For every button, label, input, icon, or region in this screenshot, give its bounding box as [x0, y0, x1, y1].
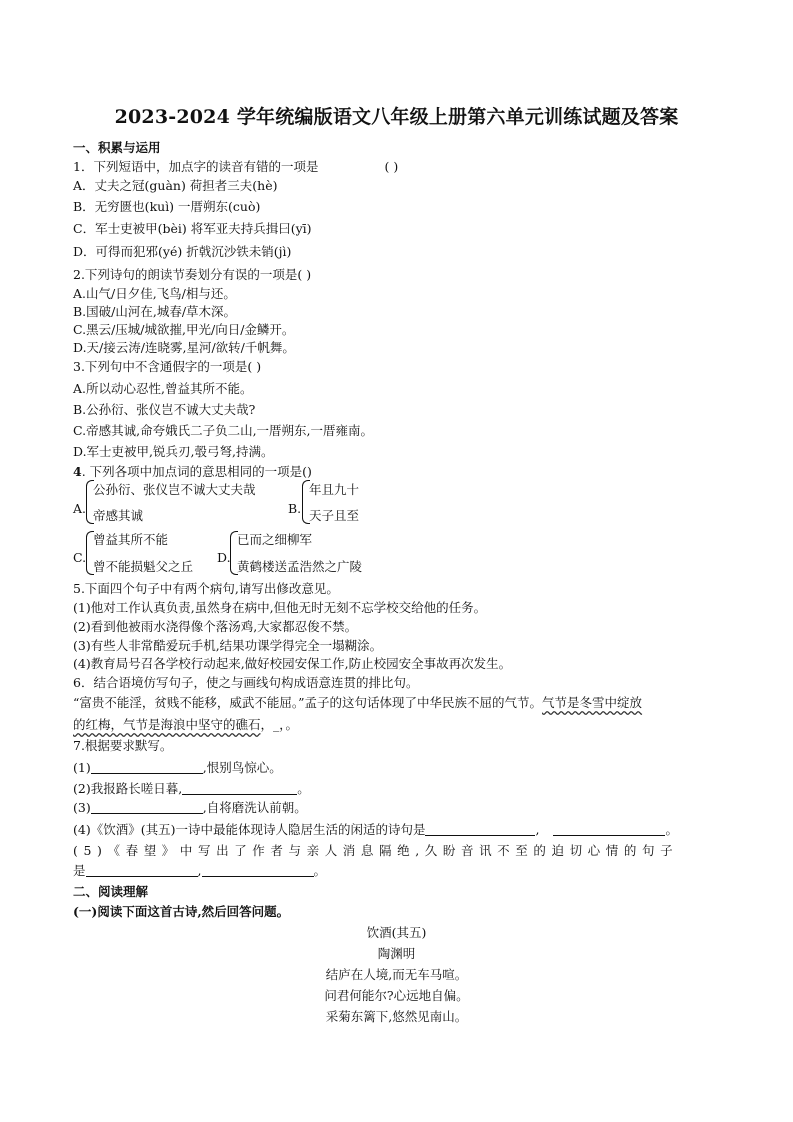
q4-stem: 4. 下列各项中加点词的意思相同的一项是(): [73, 464, 312, 479]
q4-d-line2: 黄鹤楼送孟浩然之广陵: [237, 559, 363, 574]
q2-option-a: A.山气/日夕佳,飞鸟/相与还。: [73, 286, 236, 301]
poem-line-3: 采菊东篱下,悠然见南山。: [325, 1009, 468, 1024]
q4-label-d: D.: [217, 550, 231, 565]
q4-d-line1: 已而之细柳军: [237, 532, 313, 547]
q4-a-line2: 帝感其诚: [93, 508, 144, 523]
q1-option-d: D．可得而犯邪(yé) 折戟沉沙铁未销(jì): [73, 244, 292, 259]
q4-b-line1: 年且九十: [309, 482, 360, 497]
answer-blank[interactable]: [182, 781, 297, 795]
q7-item-1: (1) ,恨别鸟惊心。: [73, 760, 282, 775]
q7-item-4: (4)《饮酒》(其五)一诗中最能体现诗人隐居生活的闲适的诗句是 , 。: [73, 822, 678, 837]
q2-stem: 2.下列诗句的朗读节奏划分有误的一项是( ): [73, 267, 312, 282]
q4-label-b: B.: [288, 501, 302, 516]
q7-item-5: (5)《春望》中写出了作者与亲人消息隔绝,久盼音讯不至的迫切心情的句子: [73, 843, 679, 858]
q5-sentence-1: (1)他对工作认真负责,虽然身在病中,但他无时无刻不忘学校交给他的任务。: [73, 600, 487, 615]
q6-context-line1: “富贵不能淫，贫贱不能移，威武不能屈。”孟子的这句话体现了中华民族不屈的气节。气节是冬雪中绽放: [73, 695, 643, 710]
q4-c-line1: 曾益其所不能: [93, 532, 169, 547]
section-heading-2: 二、阅读理解: [73, 884, 149, 899]
q4-b-line2: 天子且至: [309, 508, 360, 523]
q3-option-d: D.军士吏被甲,锐兵刃,彀弓弩,持满。: [73, 444, 274, 459]
answer-blank[interactable]: [425, 822, 535, 836]
document-title: 2023-2024 学年统编版语文八年级上册第六单元训练试题及答案: [114, 106, 679, 128]
q2-option-c: C.黑云/压城/城欲摧,甲光/向日/金鳞开。: [73, 322, 295, 337]
q4-label-c: C.: [73, 550, 87, 565]
q4-a-line1: 公孙衍、张仪岂不诚大丈夫哉: [93, 482, 256, 497]
q3-option-b: B.公孙衍、张仪岂不诚大丈夫哉?: [73, 402, 256, 417]
reading-1-heading: (一)阅读下面这首古诗,然后回答问题。: [73, 904, 290, 919]
q6-stem: 6．结合语境仿写句子，使之与画线句构成语意连贯的排比句。: [73, 675, 419, 690]
q3-option-c: C.帝感其诚,命夸娥氏二子负二山,一厝朔东,一厝雍南。: [73, 423, 374, 438]
section-heading-1: 一、积累与运用: [73, 140, 161, 155]
q7-item-5-answer: 是 , 。: [73, 863, 327, 878]
q1-stem: 1．下列短语中，加点字的读音有错的一项是 ( ): [73, 159, 399, 174]
q2-option-b: B.国破/山河在,城春/草木深。: [73, 304, 237, 319]
answer-blank[interactable]: [553, 822, 665, 836]
q7-item-2: (2)我报路长嗟日暮, 。: [73, 781, 310, 796]
q4-c-line2: 曾不能损魁父之丘: [93, 559, 194, 574]
answer-blank[interactable]: [91, 800, 203, 814]
q7-stem: 7.根据要求默写。: [73, 738, 173, 753]
answer-blank[interactable]: [202, 863, 314, 877]
answer-blank[interactable]: [86, 863, 198, 877]
poem-line-2: 问君何能尔?心远地自偏。: [324, 988, 469, 1003]
q2-option-d: D.天/接云涛/连晓雾,星河/欲转/千帆舞。: [73, 340, 295, 355]
q6-context-line2: 的红梅，气节是海浪中坚守的礁石，_，。: [73, 717, 299, 732]
q3-option-a: A.所以动心忍性,曾益其所不能。: [73, 381, 253, 396]
q1-option-a: A．丈夫之冠(guàn) 荷担者三夫(hè): [73, 178, 278, 193]
poem-line-1: 结庐在人境,而无车马喧。: [325, 967, 468, 982]
q1-option-b: B．无穷匮也(kuì) 一厝朔东(cuò): [73, 199, 261, 214]
poem-author: 陶渊明: [377, 946, 416, 961]
q5-sentence-4: (4)教育局号召各学校行动起来,做好校园安保工作,防止校园安全事故再次发生。: [73, 656, 512, 671]
q5-sentence-2: (2)看到他被雨水浇得像个落汤鸡,大家都忍俊不禁。: [73, 619, 358, 634]
answer-blank[interactable]: [91, 760, 203, 774]
q1-option-c: C．军士吏被甲(bèi) 将军亚夫持兵揖曰(yī): [73, 221, 312, 236]
q7-item-3: (3) ,自将磨洗认前朝。: [73, 800, 307, 815]
q5-sentence-3: (3)有些人非常酷爱玩手机,结果功课学得完全一塌糊涂。: [73, 638, 383, 653]
q5-stem: 5.下面四个句子中有两个病句,请写出修改意见。: [73, 581, 339, 596]
poem-title: 饮酒(其五): [366, 925, 427, 940]
q4-label-a: A.: [73, 501, 87, 516]
q3-stem: 3.下列句中不含通假字的一项是( ): [73, 359, 262, 374]
